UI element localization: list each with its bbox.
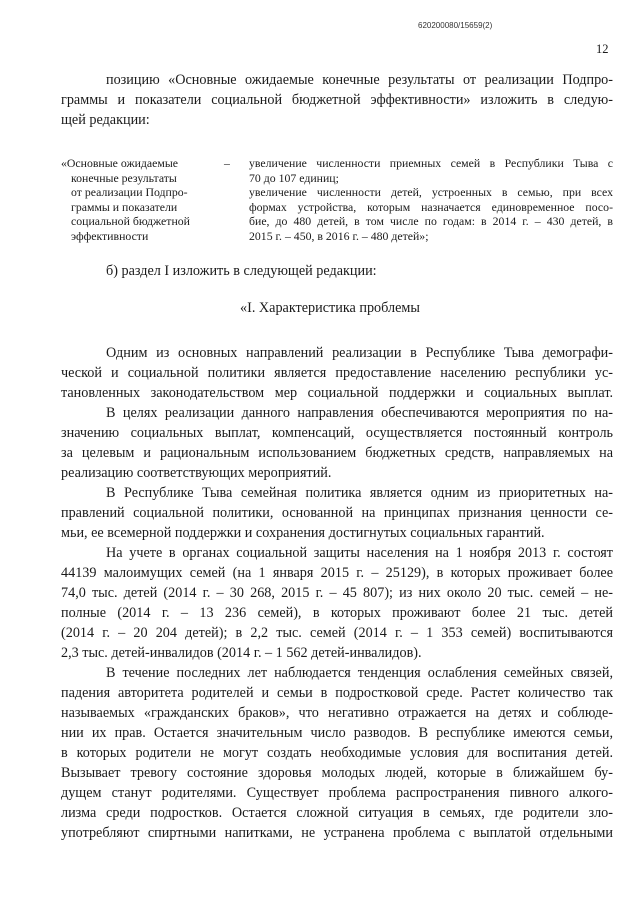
text-line: 44139 малоимущих семей (на 1 января 2015 г. – 25129), в которых проживает более	[61, 565, 613, 581]
document-code: 620200080/15659(2)	[418, 21, 493, 30]
text-line: мьи, ее всемерной поддержки и сохранения достигнутых социальных гарантий.	[61, 525, 545, 541]
table-left-line: конечные результаты	[71, 170, 177, 185]
text-line: значению социальных выплат, компенсаций, осуществляется постоянный контроль	[61, 425, 613, 441]
intro-paragraph	[61, 70, 613, 130]
text-line: нии их прав. Остается значительным число разводов. В республике имеются семьи,	[61, 725, 613, 741]
text-line: тановленных законодательством мер социальной поддержки и социальных выплат.	[61, 385, 613, 401]
text-line: дущем станут родителями. Существует проблема распространения пивного алкого-	[61, 785, 613, 801]
table-left-line: эффективности	[71, 228, 149, 243]
body-paragraph	[61, 483, 613, 543]
text-line: за целевым и рациональным использованием бюджетных средств, направляемых на	[61, 445, 613, 461]
text-line: в которых родители не могут создать необходимые условия для воспитания детей.	[61, 745, 613, 761]
text-line: щей редакции:	[61, 112, 150, 128]
table-left-line: социальной бюджетной	[71, 214, 190, 229]
table-right-line: 70 до 107 единиц;	[249, 170, 339, 185]
body-paragraph	[61, 663, 613, 843]
text-line: называемых «гражданских браков», что негативно отражается на детях и соблюде-	[61, 705, 613, 721]
text-line: правлений социальной политики, основанной на принципах признания ценности се-	[61, 505, 613, 521]
text-line: употребляют спиртными напитками, не устранена проблема с выплатой отдельными	[61, 825, 613, 841]
text-line: (2014 г. – 20 204 детей); в 2,2 тыс. семей (2014 г. – 1 353 семей) воспитываются	[61, 625, 613, 641]
page-number: 12	[596, 42, 609, 56]
text-line: Вызывает тревогу состояние здоровья молодых людей, которые в ближайшем бу-	[61, 765, 613, 781]
body-paragraph	[61, 343, 613, 403]
section-b-line: б) раздел I изложить в следующей редакции:	[106, 263, 377, 279]
text-line: падения авторитета родителей и семьи в подростковой среде. Растет количество так	[61, 685, 613, 701]
table-right-line: 2015 г. – 450, в 2016 г. – 480 детей»;	[249, 228, 429, 243]
section-heading: «I. Характеристика проблемы	[240, 300, 420, 316]
table-left-column	[61, 156, 211, 244]
text-line: 2,3 тыс. детей-инвалидов (2014 г. – 1 562 детей-инвалидов).	[61, 645, 422, 661]
body-paragraph	[61, 543, 613, 663]
table-left-line: граммы и показатели	[71, 199, 178, 214]
text-line: В целях реализации данного направления обеспечиваются мероприятия по на-	[106, 405, 613, 421]
text-line: На учете в органах социальной защиты населения на 1 ноября 2013 г. состоят	[106, 545, 613, 561]
body-paragraph	[61, 403, 613, 483]
table-right-line: увеличение численности приемных семей в Республики Тыва с	[249, 156, 613, 170]
text-line: В течение последних лет наблюдается тенденция ослабления семейных связей,	[106, 665, 613, 681]
table-left-line: от реализации Подпро-	[71, 185, 188, 200]
table-left-line: «Основные ожидаемые	[61, 156, 179, 170]
text-line: лизма среди подростков. Остается сложной ситуация в семьях, где родители зло-	[61, 805, 613, 821]
text-line: ческой и социальной политики является предоставление населению республики ус-	[61, 365, 613, 381]
text-line: В Республике Тыва семейная политика является одним из приоритетных на-	[106, 485, 613, 501]
text-line: Одним из основных направлений реализации в Республике Тыва демографи-	[106, 345, 613, 361]
text-line: граммы и показатели социальной бюджетной эффективности» изложить в следую-	[61, 92, 613, 108]
table-dash: –	[224, 156, 230, 170]
text-line: полные (2014 г. – 13 236 семей), в которых проживают более 21 тыс. детей	[61, 605, 613, 621]
table-right-line: увеличение численности детей, устроенных в семью, при всех	[249, 185, 613, 200]
table-right-column	[249, 156, 613, 244]
table-right-line: формах устройства, которым назначается единовременное посо-	[249, 199, 613, 214]
table-right-line: бие, до 480 детей, в том числе по годам: в 2014 г. – 430 детей, в	[249, 214, 613, 229]
text-line: 74,0 тыс. детей (2014 г. – 30 268, 2015 г. – 45 807); из них около 20 тыс. семей – не-	[61, 585, 613, 601]
text-line: позицию «Основные ожидаемые конечные результаты от реализации Подпро-	[106, 72, 613, 88]
text-line: реализацию соответствующих мероприятий.	[61, 465, 332, 481]
